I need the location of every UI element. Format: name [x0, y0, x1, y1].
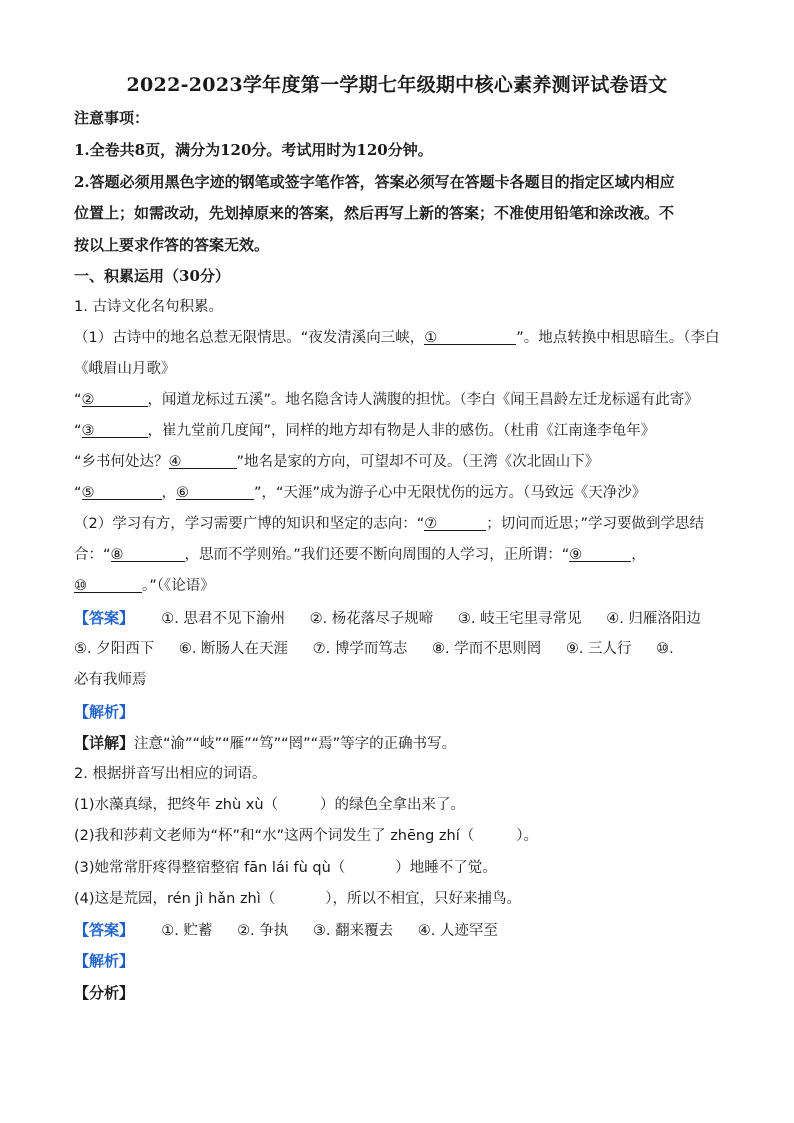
q1-line-8	[74, 545, 734, 565]
answer-item: ②. 杨花落尽子规啼	[309, 611, 434, 627]
answer-blank-10[interactable]	[74, 576, 142, 593]
text: （2）学习有方，学习需要广博的知识和坚定的志向：“	[74, 516, 425, 532]
blank-marker: ④	[168, 454, 182, 470]
answer-blank-3[interactable]	[82, 421, 148, 438]
q2-analysis-label: 【解析】	[74, 952, 135, 970]
text: ，	[161, 485, 177, 501]
text: ，思而不学则殆。”我们还要不断向周围的人学习，正所谓：“	[184, 547, 570, 563]
answer-blank-8[interactable]	[111, 545, 185, 562]
text: (2)我和莎莉文老师为“杯”和“水”这两个词发生了 zhēng zhí（	[74, 828, 475, 844]
q1-line-1	[74, 328, 734, 348]
notice-item-2-line-2: 位置上；如需改动，先划掉原来的答案，然后再写上新的答案；不准使用铅笔和涂改液。不	[74, 204, 675, 222]
q1-line-3	[74, 390, 734, 410]
answer-item: ⑦. 博学而笃志	[312, 641, 408, 657]
text: ”地名是家的方向，可望却不可及。（王湾《次北固山下》	[236, 454, 600, 470]
answer-item: ④. 归雁洛阳边	[606, 611, 701, 627]
text: ，闻道龙标过五溪”。地名隐含诗人满腹的担忧。（李白《闻王昌龄左迁龙标遥有此寄》	[147, 392, 699, 408]
notice-heading: 注意事项：	[74, 109, 150, 127]
detail-label: 【详解】	[74, 734, 135, 752]
answer-blank-9[interactable]	[569, 545, 631, 562]
answer-item: ⑩.	[656, 641, 674, 657]
q1-line-5	[74, 452, 734, 472]
answer-label: 【答案】	[74, 921, 135, 939]
q1-line-9	[74, 576, 734, 596]
answer-item: ⑤. 夕阳西下	[74, 641, 155, 657]
answer-blank-6[interactable]	[176, 483, 254, 500]
blank-marker: ⑨	[569, 547, 583, 563]
answer-item: ⑥. 断肠人在天涯	[178, 641, 289, 657]
answer-item: ⑧. 学而不思则罔	[431, 641, 542, 657]
blank-marker: ③	[81, 423, 95, 439]
text: ”。地点转换中相思暗生。（李白	[516, 330, 720, 346]
text: ）的绿色全拿出来了。	[320, 797, 466, 813]
q1-line-7	[74, 514, 734, 534]
answer-item: ②. 争执	[237, 923, 289, 939]
notice-item-2-line-3: 按以上要求作答的答案无效。	[74, 236, 270, 254]
q2-fenxi-label: 【分析】	[74, 984, 135, 1002]
answer-item: ③. 翻来覆去	[312, 923, 394, 939]
answer-item: ①. 贮蓄	[161, 923, 213, 939]
text: ，	[631, 547, 646, 563]
q1-analysis-label: 【解析】	[74, 703, 135, 721]
answer-blank-1[interactable]	[424, 328, 516, 345]
q1-stem: 1. 古诗文化名句积累。	[74, 299, 223, 315]
answer-item: ①. 思君不见下渝州	[161, 611, 285, 627]
text: ）地睡不了觉。	[395, 860, 497, 876]
text: “	[74, 485, 82, 501]
q2-item-3	[74, 858, 734, 878]
page-title: 2022-2023学年度第一学期七年级期中核心素养测评试卷语文	[126, 74, 668, 96]
blank-marker: ⑩	[74, 578, 87, 594]
text: (3)她常常肝疼得整宿整宿 fān lái fù qù（	[74, 860, 346, 876]
q2-stem: 2. 根据拼音写出相应的词语。	[74, 766, 267, 782]
blank-marker: ⑦	[424, 516, 438, 532]
text: 。”（《论语》	[142, 578, 215, 594]
text: ，崔九堂前几度闻”，同样的地方却有物是人非的感伤。（杜甫《江南逢李龟年》	[147, 423, 656, 439]
section-heading: 一、积累运用（30分）	[74, 267, 230, 285]
q1-answer-row-3: 必有我师焉	[74, 672, 147, 688]
q1-answer-row-2	[74, 639, 734, 659]
text: ），所以不相宜，只好来捕鸟。	[325, 891, 522, 907]
q2-item-2	[74, 826, 734, 846]
text: 合：“	[74, 547, 111, 563]
text: “	[74, 392, 82, 408]
text: (4)这是荒园，rén jì hǎn zhì（	[74, 891, 276, 907]
text: ）。	[516, 828, 538, 844]
q1-line-2: 《峨眉山月歌》	[74, 361, 176, 377]
blank-marker: ⑧	[110, 547, 124, 563]
answer-blank-5[interactable]	[82, 483, 162, 500]
answer-blank-4[interactable]	[169, 452, 237, 469]
answer-item: ④. 人迹罕至	[417, 923, 498, 939]
notice-item-1: 1.全卷共8页，满分为120分。考试用时为120分钟。	[74, 141, 433, 159]
blank-marker: ⑥	[176, 485, 190, 501]
text: （1）古诗中的地名总惹无限情思。“夜发清溪向三峡，	[74, 330, 425, 346]
q1-line-6	[74, 483, 734, 503]
answer-item: ⑨. 三人行	[565, 641, 632, 657]
notice-item-2-line-1: 2.答题必须用黑色字迹的钢笔或签字笔作答，答案必须写在答题卡各题目的指定区域内相应	[74, 173, 675, 191]
text: (1)水藻真绿，把终年 zhù xù（	[74, 797, 279, 813]
blank-marker: ①	[424, 330, 438, 346]
answer-label: 【答案】	[74, 609, 135, 627]
text: “乡书何处达？	[74, 454, 169, 470]
q1-detail	[74, 733, 734, 754]
q2-item-1	[74, 795, 734, 815]
q2-item-4	[74, 889, 734, 909]
answer-item: ③. 岐王宅里寻常见	[457, 611, 582, 627]
text: ”，“天涯”成为游子心中无限忧伤的远方。（马致远《天净沙》	[254, 485, 647, 501]
blank-marker: ⑤	[81, 485, 95, 501]
text: ；切问而近思；”学习要做到学思结	[486, 516, 705, 532]
q1-answer-row-1	[74, 608, 734, 629]
detail-text: 注意“渝”“岐”“雁”“笃”“罔”“焉”等字的正确书写。	[134, 736, 457, 752]
answer-blank-2[interactable]	[82, 390, 148, 407]
answer-blank-7[interactable]	[424, 514, 486, 531]
q2-answer-row	[74, 920, 734, 941]
blank-marker: ②	[81, 392, 95, 408]
q1-line-4	[74, 421, 734, 441]
text: “	[74, 423, 82, 439]
